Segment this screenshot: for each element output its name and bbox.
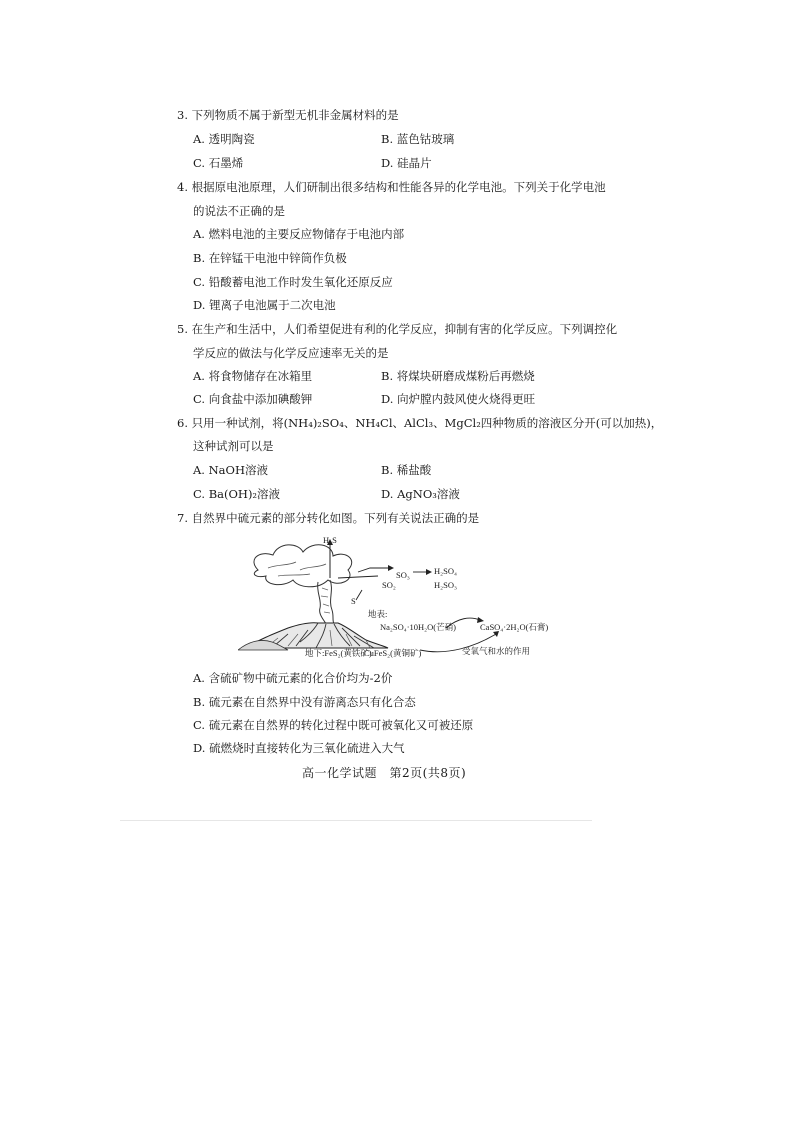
diagram-label-action: 受氧气和水的作用	[462, 646, 531, 656]
q5-stem-line1: 5. 在生产和生活中，人们希望促进有利的化学反应，抑制有害的化学反应。下列调控化	[177, 322, 618, 336]
q5-stem-line2: 学反应的做法与化学反应速率无关的是	[193, 346, 389, 360]
q6-stem-line2: 这种试剂可以是	[193, 439, 274, 453]
q7-option-c: C. 硫元素在自然界的转化过程中既可被氧化又可被还原	[193, 718, 474, 732]
q5-option-d: D. 向炉膛内鼓风使火烧得更旺	[381, 392, 536, 406]
q6-option-d: D. AgNO₃溶液	[381, 487, 460, 501]
diagram-label-so3: SO₃	[396, 570, 410, 580]
q6-option-a: A. NaOH溶液	[193, 463, 268, 477]
q3-option-a: A. 透明陶瓷	[193, 132, 255, 146]
q3-stem: 3. 下列物质不属于新型无机非金属材料的是	[177, 108, 399, 122]
q4-option-a: A. 燃料电池的主要反应物储存于电池内部	[193, 227, 405, 241]
q3-option-d: D. 硅晶片	[381, 156, 432, 170]
q5-option-c: C. 向食盐中添加碘酸钾	[193, 392, 313, 406]
q6-stem-line1: 6. 只用一种试剂，将(NH₄)₂SO₄、NH₄Cl、AlCl₃、MgCl₂四种物质的溶液区分开(可以加热)，	[177, 416, 663, 430]
diagram-label-h2s: H₂S	[323, 535, 337, 545]
q4-option-c: C. 铅酸蓄电池工作时发生氧化还原反应	[193, 275, 393, 289]
q3-option-c: C. 石墨烯	[193, 156, 244, 170]
q4-stem-line2: 的说法不正确的是	[193, 204, 285, 218]
q5-option-a: A. 将食物储存在冰箱里	[193, 369, 313, 383]
diagram-label-h2so4: H₂SO₄	[434, 566, 457, 576]
diagram-label-mirabilite: Na₂SO₄·10H₂O(芒硝)	[380, 622, 456, 632]
q7-option-b: B. 硫元素在自然界中没有游离态只有化合态	[193, 695, 416, 709]
q6-option-b: B. 稀盐酸	[381, 463, 432, 477]
bottom-divider	[120, 820, 592, 821]
page-footer: 高一化学试题 第2页(共8页)	[302, 766, 467, 780]
diagram-label-s: S	[351, 596, 356, 606]
diagram-label-gypsum: CaSO₄·2H₂O(石膏)	[480, 622, 549, 632]
q4-option-b: B. 在锌锰干电池中锌筒作负极	[193, 251, 347, 265]
diagram-label-so2: SO₂	[382, 580, 396, 590]
diagram-label-h2so3: H₂SO₃	[434, 580, 457, 590]
q7-option-a: A. 含硫矿物中硫元素的化合价均为-2价	[193, 671, 393, 685]
diagram-label-chalcopyrite: CuFeS₂(黄铜矿)	[364, 648, 422, 658]
q6-option-c: C. Ba(OH)₂溶液	[193, 487, 281, 501]
diagram-label-surface: 地表:	[368, 609, 388, 619]
sulfur-cycle-volcano-illustration	[238, 530, 568, 660]
q7-stem: 7. 自然界中硫元素的部分转化如图。下列有关说法正确的是	[177, 511, 480, 525]
q4-stem-line1: 4. 根据原电池原理，人们研制出很多结构和性能各异的化学电池。下列关于化学电池	[177, 180, 606, 194]
q3-option-b: B. 蓝色钴玻璃	[381, 132, 455, 146]
q5-option-b: B. 将煤块研磨成煤粉后再燃烧	[381, 369, 535, 383]
diagram-label-underground: 地下:FeS₂(黄铁矿)	[305, 648, 372, 658]
q7-option-d: D. 硫燃烧时直接转化为三氧化硫进入大气	[193, 741, 405, 755]
q4-option-d: D. 锂离子电池属于二次电池	[193, 298, 336, 312]
